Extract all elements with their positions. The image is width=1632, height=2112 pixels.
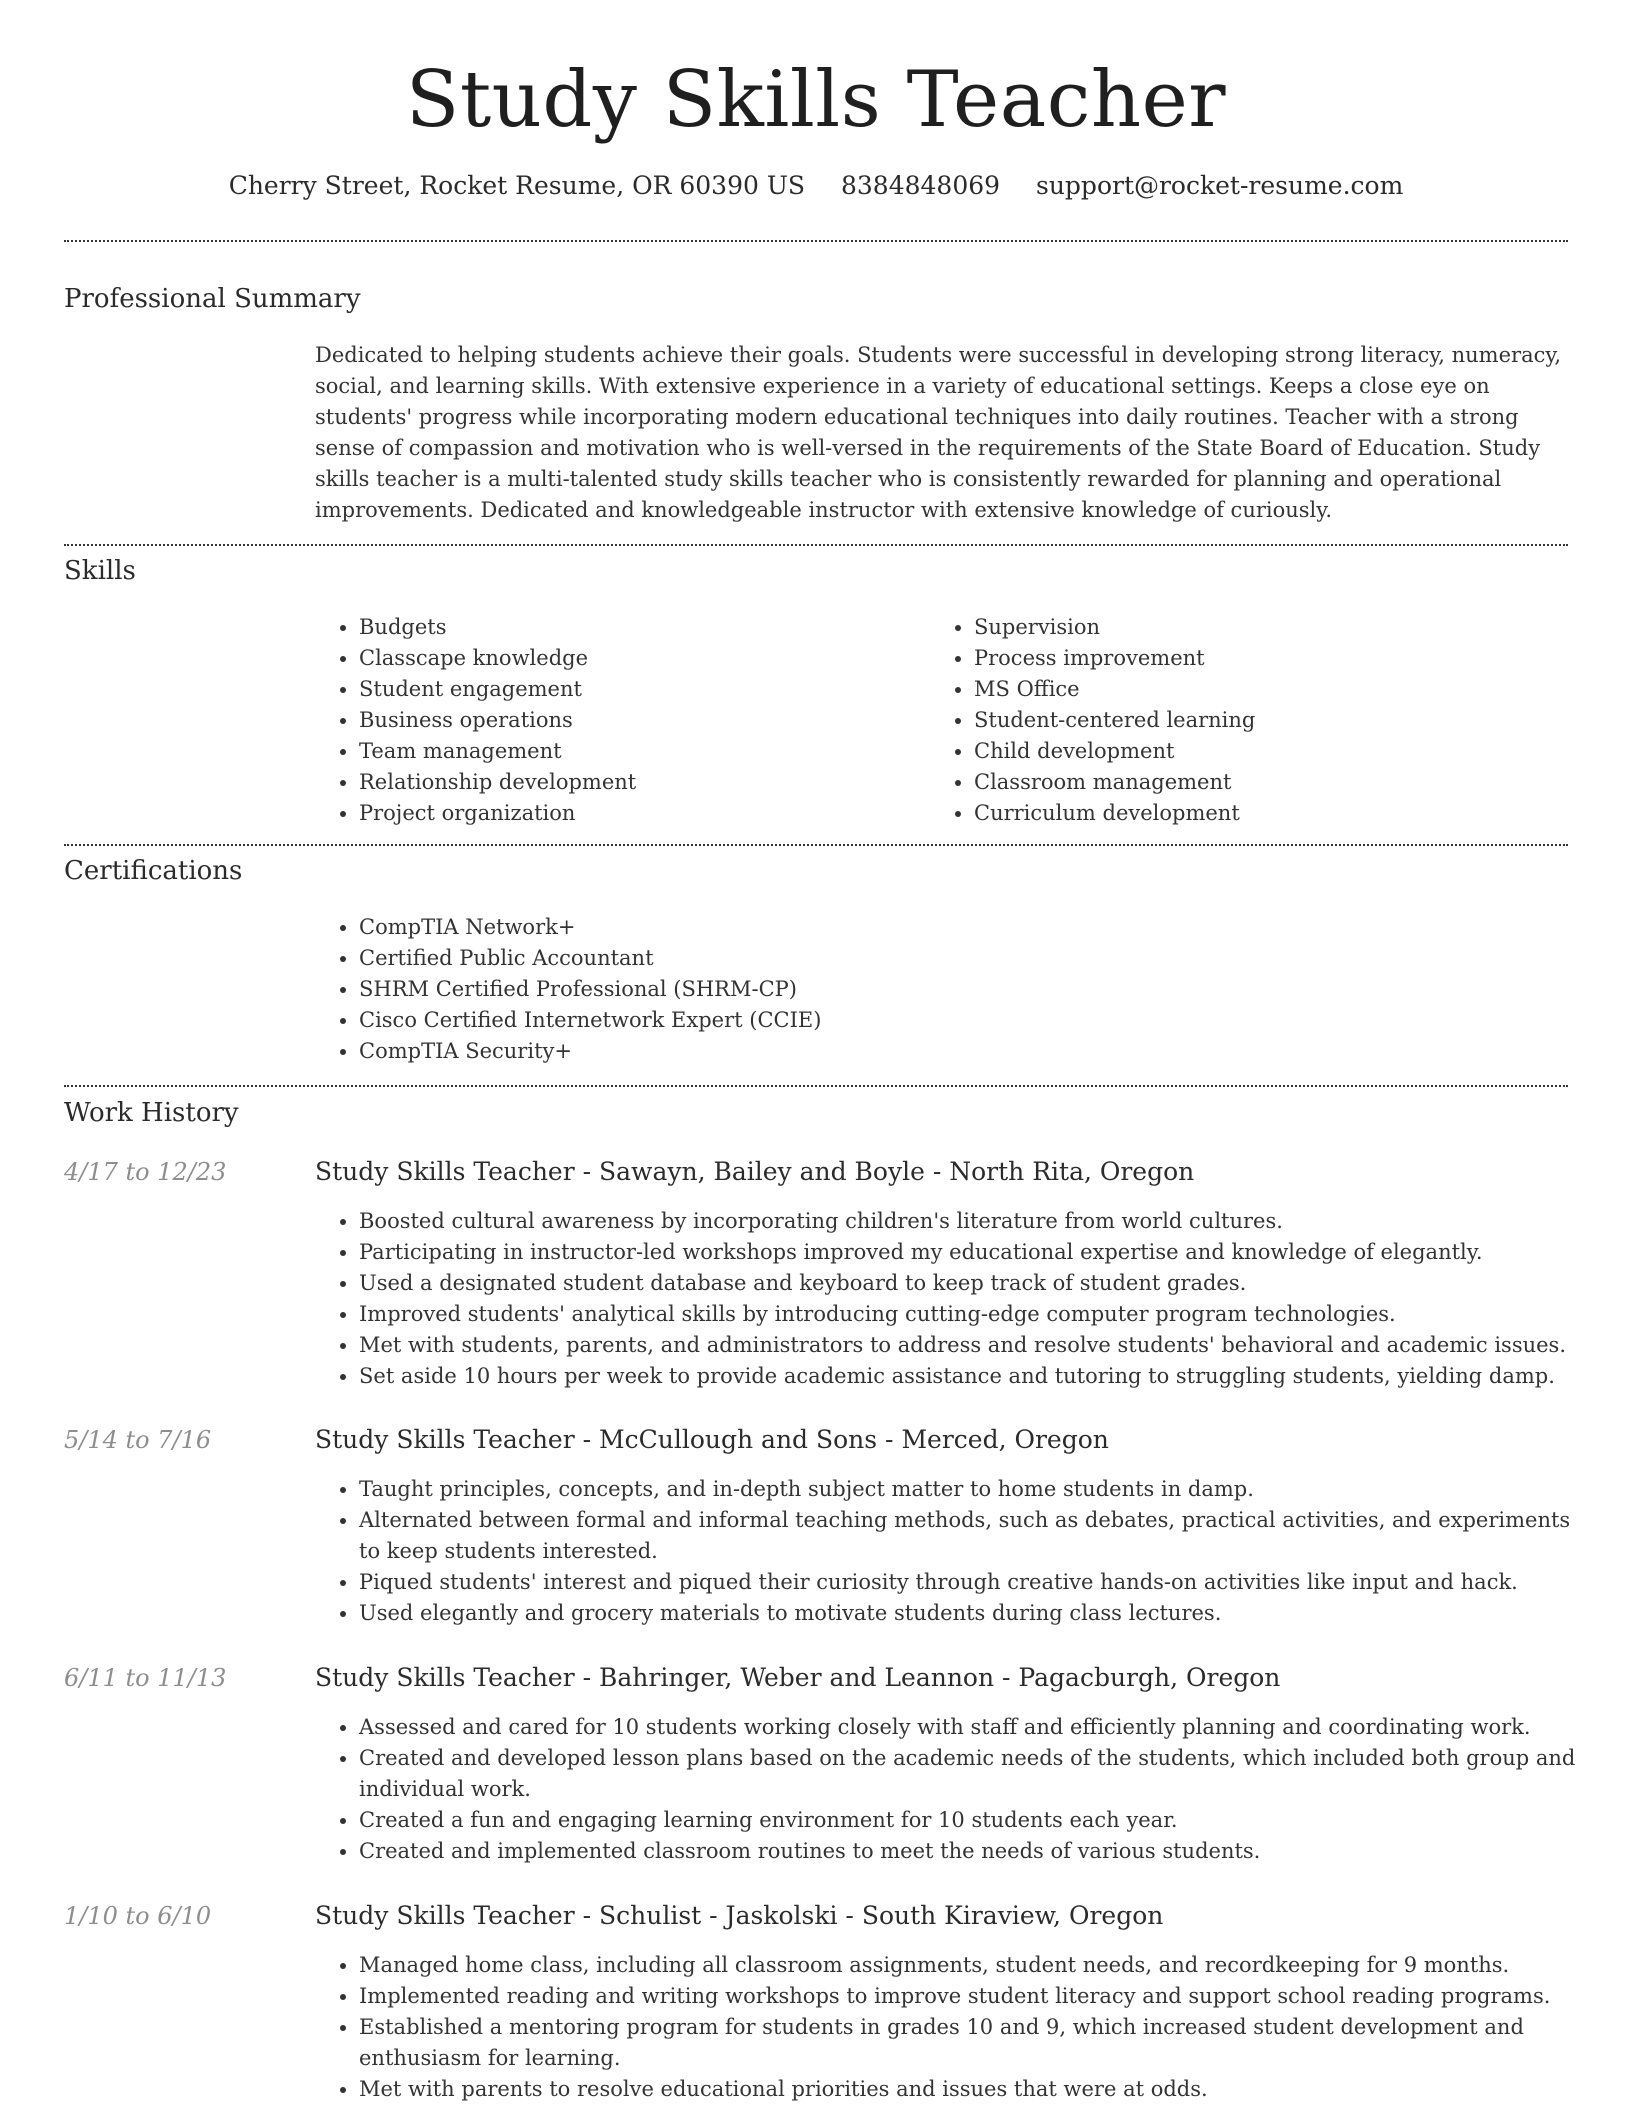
list-item: • SHRM Certified Professional (SHRM-CP) <box>359 974 1359 1005</box>
list-item: • Curriculum development <box>974 798 1574 829</box>
skills-list-right <box>930 612 1574 829</box>
list-item: • MS Office <box>974 674 1574 705</box>
summary-text: Dedicated to helping students achieve their goals. Students were successful in developing strong literacy, numeracy, social, and learning skills. With extensive experience in a variety of educational settings. Keeps a close eye on students' progress while incorporating modern educational techniques into daily routines. Teacher with a strong sense of compassion and motivation who is well-versed in the requirements of the State Board of Education. Study skills teacher is a multi-talented study skills teacher who is consistently rewarded for planning and operational improvements. Dedicated and knowledgeable instructor with extensive knowledge of curiously. <box>315 343 1562 522</box>
list-item: • Business operations <box>359 705 919 736</box>
list-item: • Established a mentoring program for students in grades 10 and 9, which increased student development and enthusiasm for learning. <box>359 2012 1579 2074</box>
list-item: • CompTIA Network+ <box>359 912 1359 943</box>
section-title-work-history: Work History <box>64 1098 239 1128</box>
list-item: • Used elegantly and grocery materials to motivate students during class lectures. <box>359 1598 1579 1629</box>
candidate-name: Study Skills Teacher <box>405 55 1227 145</box>
divider <box>64 240 1568 242</box>
list-item: • Certified Public Accountant <box>359 943 1359 974</box>
list-item: • Created and developed lesson plans based on the academic needs of the students, which included both group and individual work. <box>359 1743 1579 1805</box>
list-item: • Budgets <box>359 612 919 643</box>
list-item: • Created a fun and engaging learning environment for 10 students each year. <box>359 1805 1579 1836</box>
list-item: • Relationship development <box>359 767 919 798</box>
list-item: • Managed home class, including all classroom assignments, student needs, and recordkeeping for 9 months. <box>359 1950 1579 1981</box>
list-item: • Child development <box>974 736 1574 767</box>
job-heading: Study Skills Teacher - Schulist - Jaskolski - South Kiraview, Oregon <box>315 1901 1164 1930</box>
list-item: • Process improvement <box>974 643 1574 674</box>
job-bullets <box>315 1950 1579 2105</box>
job-dates: 4/17 to 12/23 <box>64 1158 227 1186</box>
list-item: • Taught principles, concepts, and in-depth subject matter to home students in damp. <box>359 1474 1579 1505</box>
list-item: • Alternated between formal and informal teaching methods, such as debates, practical activities, and experiments to keep students interested. <box>359 1505 1579 1567</box>
contact-email: support@rocket-resume.com <box>1036 171 1404 200</box>
divider <box>64 1085 1568 1087</box>
certifications-list <box>315 912 1359 1067</box>
job-bullets <box>315 1474 1579 1629</box>
divider <box>64 844 1568 846</box>
list-item: • Met with parents to resolve educational priorities and issues that were at odds. <box>359 2074 1579 2105</box>
job-heading: Study Skills Teacher - Bahringer, Weber and Leannon - Pagacburgh, Oregon <box>315 1663 1281 1692</box>
contact-phone: 8384848069 <box>840 171 1001 200</box>
job-dates: 6/11 to 11/13 <box>64 1664 227 1692</box>
section-title-certifications: Certifications <box>64 856 243 886</box>
list-item: • Cisco Certified Internetwork Expert (CCIE) <box>359 1005 1359 1036</box>
contact-line <box>0 168 1632 204</box>
job-heading: Study Skills Teacher - Sawayn, Bailey and Boyle - North Rita, Oregon <box>315 1157 1195 1186</box>
list-item: • Participating in instructor-led workshops improved my educational expertise and knowledge of elegantly. <box>359 1237 1579 1268</box>
list-item: • Team management <box>359 736 919 767</box>
job-bullets <box>315 1712 1579 1867</box>
list-item: • Used a designated student database and keyboard to keep track of student grades. <box>359 1268 1579 1299</box>
job-bullets <box>315 1206 1579 1392</box>
list-item: • Assessed and cared for 10 students working closely with staff and efficiently planning and coordinating work. <box>359 1712 1579 1743</box>
list-item: • Created and implemented classroom routines to meet the needs of various students. <box>359 1836 1579 1867</box>
list-item: • Student engagement <box>359 674 919 705</box>
divider <box>64 544 1568 546</box>
list-item: • Classroom management <box>974 767 1574 798</box>
contact-address: Cherry Street, Rocket Resume, OR 60390 US <box>228 171 806 200</box>
list-item: • Set aside 10 hours per week to provide academic assistance and tutoring to struggling students, yielding damp. <box>359 1361 1579 1392</box>
list-item: • Met with students, parents, and administrators to address and resolve students' behavioral and academic issues. <box>359 1330 1579 1361</box>
job-heading: Study Skills Teacher - McCullough and Sons - Merced, Oregon <box>315 1425 1109 1454</box>
skills-list-left <box>315 612 919 829</box>
section-title-summary: Professional Summary <box>64 284 361 314</box>
list-item: • CompTIA Security+ <box>359 1036 1359 1067</box>
list-item: • Supervision <box>974 612 1574 643</box>
job-dates: 5/14 to 7/16 <box>64 1426 212 1454</box>
list-item: • Project organization <box>359 798 919 829</box>
section-title-skills: Skills <box>64 556 136 586</box>
list-item: • Piqued students' interest and piqued their curiosity through creative hands-on activities like input and hack. <box>359 1567 1579 1598</box>
list-item: • Boosted cultural awareness by incorporating children's literature from world cultures. <box>359 1206 1579 1237</box>
list-item: • Improved students' analytical skills by introducing cutting-edge computer program technologies. <box>359 1299 1579 1330</box>
list-item: • Classcape knowledge <box>359 643 919 674</box>
list-item: • Student-centered learning <box>974 705 1574 736</box>
job-dates: 1/10 to 6/10 <box>64 1902 212 1930</box>
list-item: • Implemented reading and writing workshops to improve student literacy and support school reading programs. <box>359 1981 1579 2012</box>
